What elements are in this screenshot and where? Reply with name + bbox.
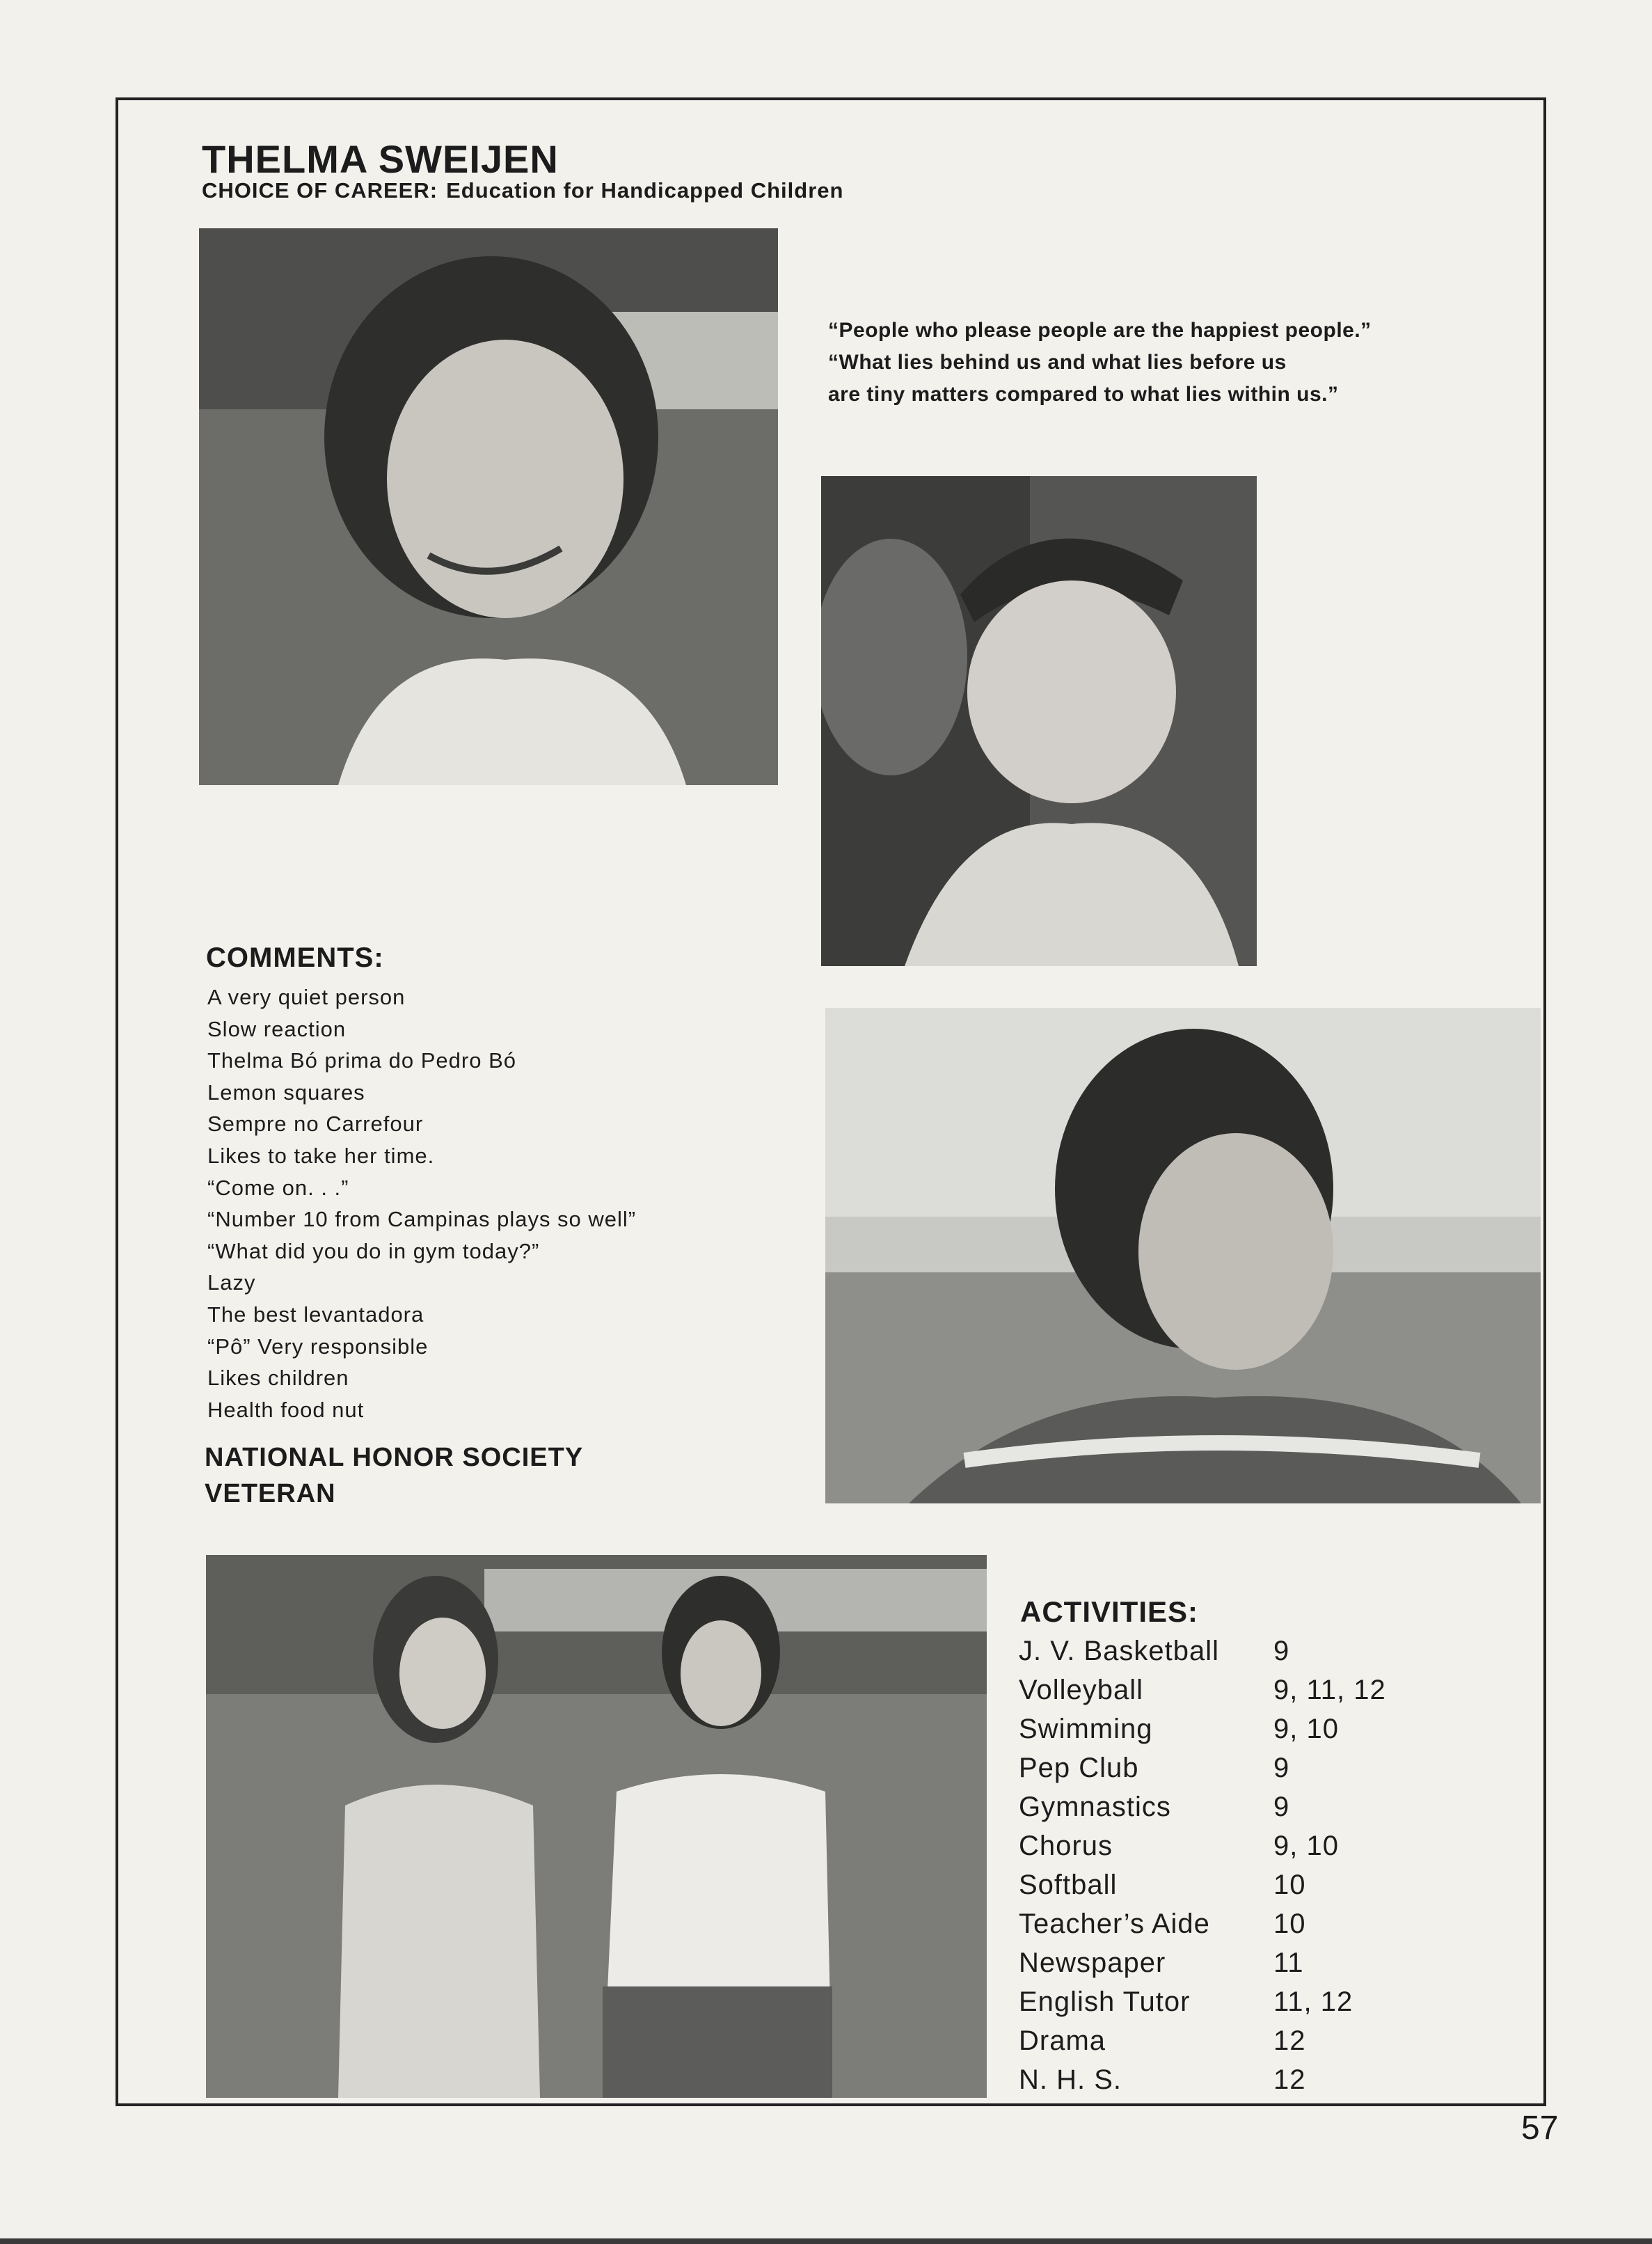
activity-name: Chorus xyxy=(1019,1831,1113,1861)
activity-row xyxy=(1019,1792,1290,1831)
activity-years: 9, 10 xyxy=(1273,1831,1339,1861)
activity-row xyxy=(1019,2025,1306,2064)
childhood-photo xyxy=(821,476,1257,966)
comments-list xyxy=(207,981,636,1425)
activity-years: 12 xyxy=(1273,2064,1306,2095)
activity-name: Teacher’s Aide xyxy=(1019,1909,1210,1939)
activity-row xyxy=(1019,1909,1306,1947)
activity-row xyxy=(1019,1831,1339,1870)
honor-line: NATIONAL HONOR SOCIETY xyxy=(205,1443,584,1472)
portrait-photo xyxy=(199,228,778,785)
activity-name: Softball xyxy=(1019,1870,1118,1900)
activity-years: 9 xyxy=(1273,1636,1290,1666)
friends-photo xyxy=(206,1555,987,2098)
activity-years: 11, 12 xyxy=(1273,1986,1353,2017)
comment-line: Lazy xyxy=(207,1270,256,1295)
quote-line: “People who please people are the happiest people.” xyxy=(828,319,1372,342)
honor-line: VETERAN xyxy=(205,1479,336,1508)
activity-years: 9 xyxy=(1273,1792,1290,1822)
activity-name: Gymnastics xyxy=(1019,1792,1171,1822)
quote-line: are tiny matters compared to what lies within us.” xyxy=(828,383,1339,406)
comment-line: “Number 10 from Campinas plays so well” xyxy=(207,1207,637,1232)
activity-name: Newspaper xyxy=(1019,1947,1166,1978)
activity-name: Volleyball xyxy=(1019,1675,1144,1705)
comment-line: The best levantadora xyxy=(207,1302,424,1327)
comment-line: Sempre no Carrefour xyxy=(207,1112,424,1137)
activity-name: Pep Club xyxy=(1019,1753,1139,1783)
comments-heading: COMMENTS: xyxy=(206,942,384,973)
activity-name: Drama xyxy=(1019,2025,1106,2056)
activity-name: J. V. Basketball xyxy=(1019,1636,1220,1666)
activity-name: Swimming xyxy=(1019,1714,1153,1744)
activity-row xyxy=(1019,1986,1353,2025)
activity-years: 10 xyxy=(1273,1870,1306,1900)
activities-heading: ACTIVITIES: xyxy=(1020,1595,1199,1628)
activity-years: 12 xyxy=(1273,2025,1306,2056)
bottom-edge-rule xyxy=(0,2238,1652,2244)
comment-line: A very quiet person xyxy=(207,985,406,1009)
comment-line: Lemon squares xyxy=(207,1080,365,1105)
comment-line: Likes children xyxy=(207,1366,349,1391)
profile-photo xyxy=(825,1008,1541,1503)
comment-line: Thelma Bó prima do Pedro Bó xyxy=(207,1048,516,1073)
comment-line: “Come on. . .” xyxy=(207,1175,349,1200)
activity-years: 9, 10 xyxy=(1273,1714,1339,1744)
activity-row xyxy=(1019,1947,1304,1986)
comment-line: Health food nut xyxy=(207,1397,365,1422)
comment-line: Slow reaction xyxy=(207,1016,347,1041)
activity-years: 10 xyxy=(1273,1909,1306,1939)
activity-row xyxy=(1019,2064,1306,2103)
honors-block xyxy=(205,1439,583,1512)
activity-name: English Tutor xyxy=(1019,1986,1191,2017)
activity-row xyxy=(1019,1870,1306,1909)
activity-row xyxy=(1019,1714,1339,1753)
quote-line: “What lies behind us and what lies before us xyxy=(828,351,1287,374)
career-value: Education for Handicapped Children xyxy=(446,178,844,203)
activity-row xyxy=(1019,1675,1386,1714)
comment-line: “What did you do in gym today?” xyxy=(207,1238,540,1263)
quote-block xyxy=(828,315,1372,411)
comment-line: Likes to take her time. xyxy=(207,1143,435,1168)
activity-years: 11 xyxy=(1273,1947,1304,1978)
activity-name: N. H. S. xyxy=(1019,2064,1122,2095)
career-label: CHOICE OF CAREER: xyxy=(202,178,438,203)
activity-years: 9, 11, 12 xyxy=(1273,1675,1386,1705)
page-number: 57 xyxy=(1521,2110,1559,2147)
activity-years: 9 xyxy=(1273,1753,1290,1783)
activity-row xyxy=(1019,1636,1290,1675)
career-line xyxy=(202,178,852,203)
activity-row xyxy=(1019,1753,1290,1792)
comment-line: “Pô” Very responsible xyxy=(207,1334,429,1359)
student-name: THELMA SWEIJEN xyxy=(202,137,559,181)
